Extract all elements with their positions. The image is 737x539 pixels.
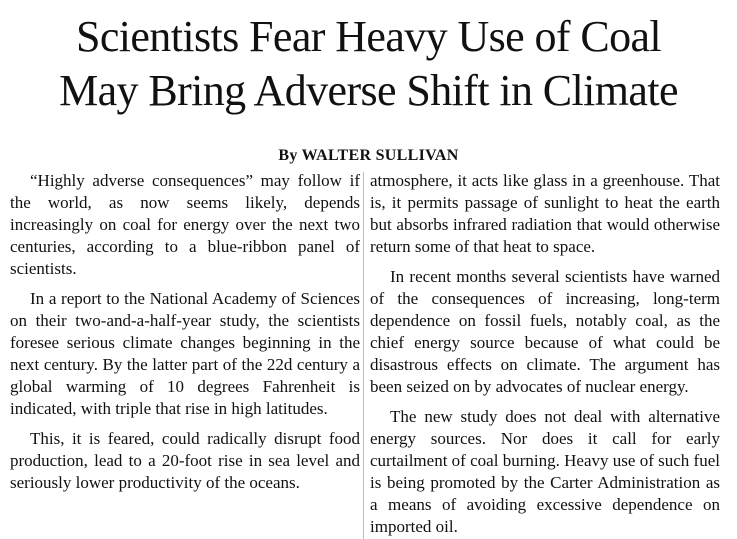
article-column-right [370, 170, 720, 539]
paragraph: This, it is feared, could radically disrupt food production, lead to a 20-foot rise in sea level and seriously lower productivity of the oceans. [10, 429, 360, 492]
paragraph: In a report to the National Academy of Sciences on their two-and-a-half-year study, the scientists foresee serious climate changes beginning in the next century. By the latter part of the 22d century a global warming of 10 degrees Fahrenheit is indicated, with triple that rise in high latitudes. [10, 289, 360, 418]
headline-line-2: May Bring Adverse Shift in Climate [59, 66, 678, 115]
paragraph: atmosphere, it acts like glass in a greenhouse. That is, it permits passage of sunlight to heat the earth but absorbs infrared radiation that would otherwise return some of that heat to space. [370, 171, 720, 256]
paragraph: In recent months several scientists have warned of the consequences of increasing, long-term dependence on fossil fuels, notably coal, as the chief energy source because of what could be disastrous effects on climate. The argument has been seized on by advocates of nuclear energy. [370, 267, 720, 396]
paragraph: “Highly adverse consequences” may follow if the world, as now seems likely, depends increasingly on coal for energy over the next two centuries, according to a blue-ribbon panel of scientists. [10, 171, 360, 278]
article-column-left [10, 170, 360, 502]
byline: By WALTER SULLIVAN [278, 147, 459, 164]
column-divider [363, 172, 364, 539]
headline-line-1: Scientists Fear Heavy Use of Coal [75, 12, 662, 61]
paragraph: The new study does not deal with alternative energy sources. Nor does it call for early curtailment of coal burning. Heavy use of such fuel is being promoted by the Carter Administration as a means of avoiding excessive dependence on imported oil. [370, 407, 720, 536]
